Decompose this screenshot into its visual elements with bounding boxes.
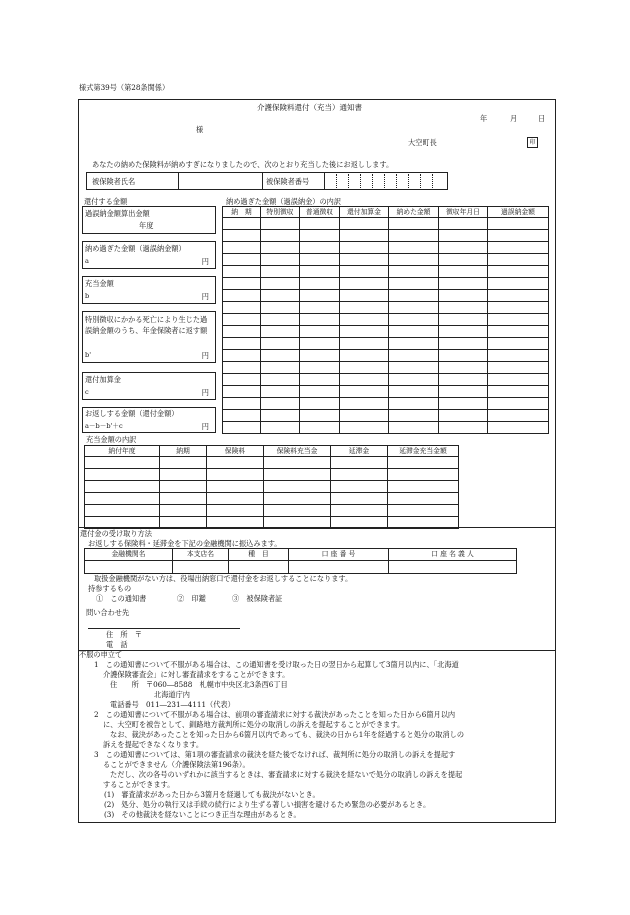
- table-cell: [340, 362, 389, 374]
- table-cell: [261, 398, 300, 410]
- issuer: 大空町長: [408, 138, 437, 147]
- table-cell: [340, 398, 389, 410]
- phone-label: 電 話: [106, 640, 128, 649]
- receipt-text: お返しする保険料・延滞金を下記の金融機関に振込みます。: [88, 539, 282, 548]
- table-cell: [340, 374, 389, 386]
- appeal-item-1: (1) 審査請求があった日から3箇月を経過しても裁決がないとき。: [104, 790, 320, 799]
- table-cell: [261, 242, 300, 254]
- appropriation-title: 充当金額の内訳: [86, 435, 137, 444]
- pension-return-label: 特別徴収にかかる死亡により生じた過誤納金額のうち、年金保険者に返す額: [85, 315, 208, 336]
- table-row: [223, 338, 549, 350]
- table-cell: [261, 350, 300, 362]
- table-row: [223, 290, 549, 302]
- table-cell: [264, 493, 331, 505]
- table-cell: [223, 266, 261, 278]
- table-cell: [488, 350, 549, 362]
- divider: [372, 174, 373, 188]
- table-cell: [223, 362, 261, 374]
- table-cell: [331, 493, 388, 505]
- table-cell: [264, 469, 331, 481]
- table-cell: [389, 350, 439, 362]
- table-cell: [207, 505, 264, 517]
- col-premium-appropriation: 保険料充当金: [264, 446, 331, 457]
- refund-interest-box: [82, 372, 216, 400]
- appeal-item-2: (2) 処分、処分の執行又は手続の続行により生ずる著しい損害を避けるため緊急の必要があるとき。: [104, 800, 431, 809]
- table-cell: [300, 278, 340, 290]
- col-due: 納期: [160, 446, 207, 457]
- table-cell: [331, 457, 388, 469]
- table-cell: [261, 362, 300, 374]
- table-cell: [340, 338, 389, 350]
- table-cell: [389, 362, 439, 374]
- table-cell: [85, 481, 160, 493]
- appeal-line-9: ただし、次の各号のいずれかに該当するときは、審査請求に対する裁決を経ないで処分の取消しの訴えを提起: [110, 770, 463, 779]
- divider: [336, 174, 337, 188]
- table-cell: [160, 481, 207, 493]
- form-number: 様式第39号（第28条関係）: [79, 83, 170, 92]
- table-cell: [340, 386, 389, 398]
- table-cell: [439, 230, 488, 242]
- table-cell: [261, 290, 300, 302]
- table-cell: [340, 314, 389, 326]
- col-paid-amount: 納めた金額: [389, 207, 439, 218]
- table-cell: [488, 398, 549, 410]
- col-account-number: 口 座 番 号: [289, 549, 389, 561]
- table-cell: [85, 469, 160, 481]
- table-row: [85, 457, 459, 469]
- col-late-fee: 延滞金: [331, 446, 388, 457]
- refund-total-unit: 円: [201, 422, 209, 431]
- table-cell: [85, 493, 160, 505]
- breakdown-title: 納め過ぎた金額（過誤納金）の内訳: [226, 197, 342, 206]
- table-row: [223, 410, 549, 422]
- col-late-fee-appropriation: 延滞金充当金額: [388, 446, 459, 457]
- col-ordinary-collection: 普通徴収: [300, 207, 340, 218]
- refund-total-formula: a－b－b'＋c: [85, 422, 123, 430]
- table-cell: [264, 505, 331, 517]
- table-cell: [223, 386, 261, 398]
- table-cell: [300, 266, 340, 278]
- table-cell: [207, 481, 264, 493]
- table-cell: [261, 254, 300, 266]
- overpaid-symbol: a: [85, 257, 89, 265]
- table-cell: [85, 505, 160, 517]
- col-account-holder: 口 座 名 義 人: [389, 549, 517, 561]
- table-cell: [340, 302, 389, 314]
- intro-text: あなたの納めた保険料が納めすぎになりましたので、次のとおり充当した後にお返しします。: [92, 160, 394, 169]
- refund-total-label: お返しする金額（還付金額）: [85, 409, 179, 418]
- appeal-line-3: 2 この通知書について不服がある場合は、前項の審査請求に対する裁決があったことを知った日から6箇月以内: [94, 710, 456, 719]
- table-cell: [439, 314, 488, 326]
- table-cell: [439, 386, 488, 398]
- appeal-phone: 電話番号 011―231―4111（代表）: [110, 700, 235, 709]
- table-cell: [207, 457, 264, 469]
- pension-return-box: [82, 311, 216, 363]
- table-cell: [223, 374, 261, 386]
- table-cell: [300, 326, 340, 338]
- table-cell: [223, 278, 261, 290]
- pension-return-symbol: b': [85, 351, 92, 359]
- table-cell: [160, 469, 207, 481]
- refund-total-box: [82, 407, 216, 433]
- table-cell: [331, 505, 388, 517]
- col-account-type: 種 目: [229, 549, 289, 561]
- date-year: 年: [480, 114, 488, 123]
- table-row: [223, 230, 549, 242]
- table-cell: [300, 410, 340, 422]
- table-cell: [488, 410, 549, 422]
- table-row: [223, 242, 549, 254]
- table-cell: [389, 374, 439, 386]
- table-cell: [389, 218, 439, 230]
- date-day: 日: [538, 114, 546, 123]
- table-cell: [340, 218, 389, 230]
- table-cell: [160, 493, 207, 505]
- date-month: 月: [510, 114, 518, 123]
- table-cell: [261, 338, 300, 350]
- table-cell: [389, 242, 439, 254]
- table-cell: [85, 457, 160, 469]
- document-title: 介護保険料還付（充当）通知書: [257, 103, 362, 112]
- table-cell: [488, 302, 549, 314]
- bank-header-row: [85, 549, 517, 561]
- table-cell: [340, 230, 389, 242]
- appeal-item-3: (3) その他裁決を経ないことにつき正当な理由があるとき。: [104, 810, 301, 819]
- table-cell: [207, 493, 264, 505]
- table-cell: [488, 230, 549, 242]
- table-cell: [340, 350, 389, 362]
- col-refund-interest: 還付加算金: [340, 207, 389, 218]
- table-cell: [300, 254, 340, 266]
- col-branch-name: 本支店名: [173, 549, 229, 561]
- section-divider: [78, 650, 556, 651]
- table-row: [223, 362, 549, 374]
- table-cell: [300, 338, 340, 350]
- table-cell: [389, 398, 439, 410]
- table-cell: [207, 469, 264, 481]
- table-cell: [261, 302, 300, 314]
- table-cell: [439, 242, 488, 254]
- table-cell: [300, 386, 340, 398]
- table-cell: [488, 422, 549, 434]
- table-cell: [223, 326, 261, 338]
- table-row: [223, 326, 549, 338]
- table-cell: [223, 290, 261, 302]
- table-cell: [223, 230, 261, 242]
- bring-item-seal: ② 印鑑: [177, 594, 206, 603]
- table-cell: [331, 469, 388, 481]
- appropriation-table: [84, 445, 459, 529]
- table-cell: [300, 350, 340, 362]
- table-cell: [488, 362, 549, 374]
- table-cell: [223, 410, 261, 422]
- table-cell: [261, 230, 300, 242]
- table-cell: [300, 230, 340, 242]
- table-row: [223, 266, 549, 278]
- breakdown-table: [222, 206, 549, 434]
- table-cell: [389, 290, 439, 302]
- divider: [420, 174, 421, 188]
- table-cell: [340, 410, 389, 422]
- table-cell: [389, 302, 439, 314]
- table-cell: [388, 493, 459, 505]
- appeal-line-2: 介護保険審査会」に対し審査請求をすることができます。: [103, 670, 290, 679]
- pension-return-unit: 円: [201, 351, 209, 360]
- table-row: [223, 386, 549, 398]
- table-cell: [388, 457, 459, 469]
- table-row: [223, 314, 549, 326]
- table-cell: [439, 422, 488, 434]
- appeal-line-8: ることができません（介護保険法第196条）。: [103, 760, 250, 769]
- table-cell: [340, 290, 389, 302]
- table-row: [223, 254, 549, 266]
- table-cell: [439, 266, 488, 278]
- table-cell: [439, 326, 488, 338]
- table-cell: [488, 242, 549, 254]
- calc-year-box: [82, 206, 216, 234]
- table-cell: [160, 505, 207, 517]
- overpaid-unit: 円: [201, 257, 209, 266]
- no-bank-text: 取扱金融機関がない方は、役場出納窓口で還付金をお返しすることになります。: [94, 574, 353, 583]
- table-row: [85, 505, 459, 517]
- table-cell: [261, 278, 300, 290]
- table-cell: [340, 266, 389, 278]
- table-cell: [261, 266, 300, 278]
- inquiry-label: 問い合わせ先: [86, 608, 130, 617]
- divider: [432, 174, 433, 188]
- table-cell: [340, 422, 389, 434]
- table-cell: [488, 326, 549, 338]
- table-cell: [261, 386, 300, 398]
- col-special-collection: 特別徴収: [261, 207, 300, 218]
- table-cell: [439, 290, 488, 302]
- table-cell: [439, 302, 488, 314]
- breakdown-header-row: [223, 207, 549, 218]
- divider: [324, 172, 325, 190]
- table-cell: [223, 254, 261, 266]
- table-cell: [261, 374, 300, 386]
- table-cell: [439, 410, 488, 422]
- table-cell: [300, 422, 340, 434]
- col-overpaid-amount: 過誤納金額: [488, 207, 549, 218]
- table-cell: [261, 326, 300, 338]
- table-cell: [488, 290, 549, 302]
- table-cell: [439, 254, 488, 266]
- appropriation-amount-label: 充当金額: [85, 279, 114, 288]
- col-bank-name: 金融機関名: [85, 549, 173, 561]
- table-cell: [300, 362, 340, 374]
- refund-interest-unit: 円: [201, 388, 209, 397]
- table-cell: [388, 505, 459, 517]
- table-cell: [388, 469, 459, 481]
- table-row: [223, 350, 549, 362]
- table-cell: [223, 218, 261, 230]
- table-cell: [300, 314, 340, 326]
- table-cell: [488, 386, 549, 398]
- table-cell: [223, 302, 261, 314]
- insured-name-label: 被保険者氏名: [92, 177, 136, 186]
- table-cell: [488, 338, 549, 350]
- appeal-line-4: に、大空町を被告として、釧路地方裁判所に処分の取消しの訴えを提起することができます。: [103, 720, 405, 729]
- table-cell: [223, 242, 261, 254]
- table-cell: [389, 338, 439, 350]
- table-cell: [388, 481, 459, 493]
- appeal-line-6: 訴えを提起できなくなります。: [103, 740, 204, 749]
- table-cell: [223, 314, 261, 326]
- col-due-period: 納 期: [223, 207, 261, 218]
- appeal-line-5: なお、裁決があったことを知った日から6箇月以内であっても、裁決の日から1年を経過すると処分の取消しの: [110, 730, 465, 739]
- table-cell: [389, 266, 439, 278]
- appeal-address-2: 北海道庁内: [154, 690, 190, 699]
- col-fiscal-year: 納付年度: [85, 446, 160, 457]
- divider: [408, 174, 409, 188]
- table-cell: [488, 218, 549, 230]
- table-cell: [300, 302, 340, 314]
- refund-interest-label: 還付加算金: [85, 375, 121, 384]
- table-cell: [439, 374, 488, 386]
- table-cell: [439, 362, 488, 374]
- col-collection-date: 徴収年月日: [439, 207, 488, 218]
- bring-item-card: ③ 被保険者証: [232, 594, 283, 603]
- appeal-title: 不服の申立て: [79, 650, 123, 659]
- table-cell: [223, 422, 261, 434]
- appeal-line-10: することができます。: [103, 780, 175, 789]
- appeal-line-7: 3 この通知書については、第1項の審査請求の裁決を経た後でなければ、裁判所に処分の取消しの訴えを提起す: [94, 750, 456, 759]
- table-cell: [389, 410, 439, 422]
- signature-line: [88, 628, 240, 629]
- table-cell: [300, 398, 340, 410]
- insured-number-label: 被保険者番号: [266, 177, 310, 186]
- table-cell: [488, 254, 549, 266]
- table-cell: [300, 242, 340, 254]
- table-cell: [439, 218, 488, 230]
- bank-data-row: [85, 561, 517, 574]
- calc-year-unit: 年度: [139, 221, 154, 230]
- table-cell: [340, 326, 389, 338]
- col-premium: 保険料: [207, 446, 264, 457]
- divider: [348, 174, 349, 188]
- table-cell: [488, 374, 549, 386]
- table-cell: [223, 338, 261, 350]
- bring-items-label: 持参するもの: [88, 584, 132, 593]
- table-cell: [300, 374, 340, 386]
- divider: [360, 174, 361, 188]
- table-cell: [389, 278, 439, 290]
- table-cell: [439, 350, 488, 362]
- table-row: [85, 469, 459, 481]
- appeal-address: 住 所 〒060―8588 札幌市中央区北3条西6丁目: [110, 680, 288, 689]
- table-cell: [223, 398, 261, 410]
- divider: [262, 172, 263, 190]
- table-cell: [261, 314, 300, 326]
- table-row: [223, 218, 549, 230]
- table-cell: [389, 422, 439, 434]
- appropriation-amount-box: [82, 276, 216, 304]
- overpaid-label: 納め過ぎた金額（過誤納金額）: [85, 244, 186, 253]
- table-cell: [488, 278, 549, 290]
- section-divider: [78, 527, 556, 528]
- table-row: [223, 398, 549, 410]
- refund-section-title: 還付する金額: [84, 197, 128, 206]
- table-row: [223, 278, 549, 290]
- divider: [396, 174, 397, 188]
- table-cell: [340, 278, 389, 290]
- table-cell: [439, 278, 488, 290]
- refund-interest-symbol: c: [85, 388, 89, 396]
- table-cell: [223, 350, 261, 362]
- table-cell: [300, 218, 340, 230]
- table-cell: [389, 326, 439, 338]
- table-cell: [264, 457, 331, 469]
- table-cell: [160, 457, 207, 469]
- table-cell: [261, 410, 300, 422]
- receipt-title: 還付金の受け取り方法: [80, 529, 152, 538]
- table-cell: [300, 290, 340, 302]
- table-cell: [389, 386, 439, 398]
- table-row: [223, 374, 549, 386]
- table-cell: [264, 481, 331, 493]
- official-seal: 印: [527, 137, 538, 148]
- table-cell: [439, 398, 488, 410]
- table-cell: [261, 422, 300, 434]
- overpaid-box: [82, 241, 216, 269]
- table-cell: [389, 314, 439, 326]
- table-cell: [389, 230, 439, 242]
- table-row: [223, 302, 549, 314]
- table-cell: [340, 254, 389, 266]
- calc-year-label: 過誤納金額算出金額: [85, 209, 150, 218]
- table-cell: [488, 314, 549, 326]
- table-cell: [261, 218, 300, 230]
- divider: [178, 172, 179, 190]
- appropriation-unit: 円: [201, 292, 209, 301]
- table-cell: [439, 338, 488, 350]
- appropriation-symbol: b: [85, 292, 90, 300]
- bank-table: [84, 548, 517, 574]
- table-cell: [331, 481, 388, 493]
- table-row: [85, 493, 459, 505]
- appropriation-header-row: [85, 446, 459, 457]
- table-cell: [389, 254, 439, 266]
- divider: [384, 174, 385, 188]
- table-row: [223, 422, 549, 434]
- appeal-line-1: 1 この通知書について不服がある場合は、この通知書を受け取った日の翌日から起算して3箇月以内に、「北海道: [94, 660, 459, 669]
- address-label: 住 所 〒: [106, 630, 142, 639]
- bring-item-notice: ① この通知書: [96, 594, 147, 603]
- table-cell: [488, 266, 549, 278]
- table-cell: [340, 242, 389, 254]
- honorific: 様: [196, 125, 204, 134]
- table-row: [85, 481, 459, 493]
